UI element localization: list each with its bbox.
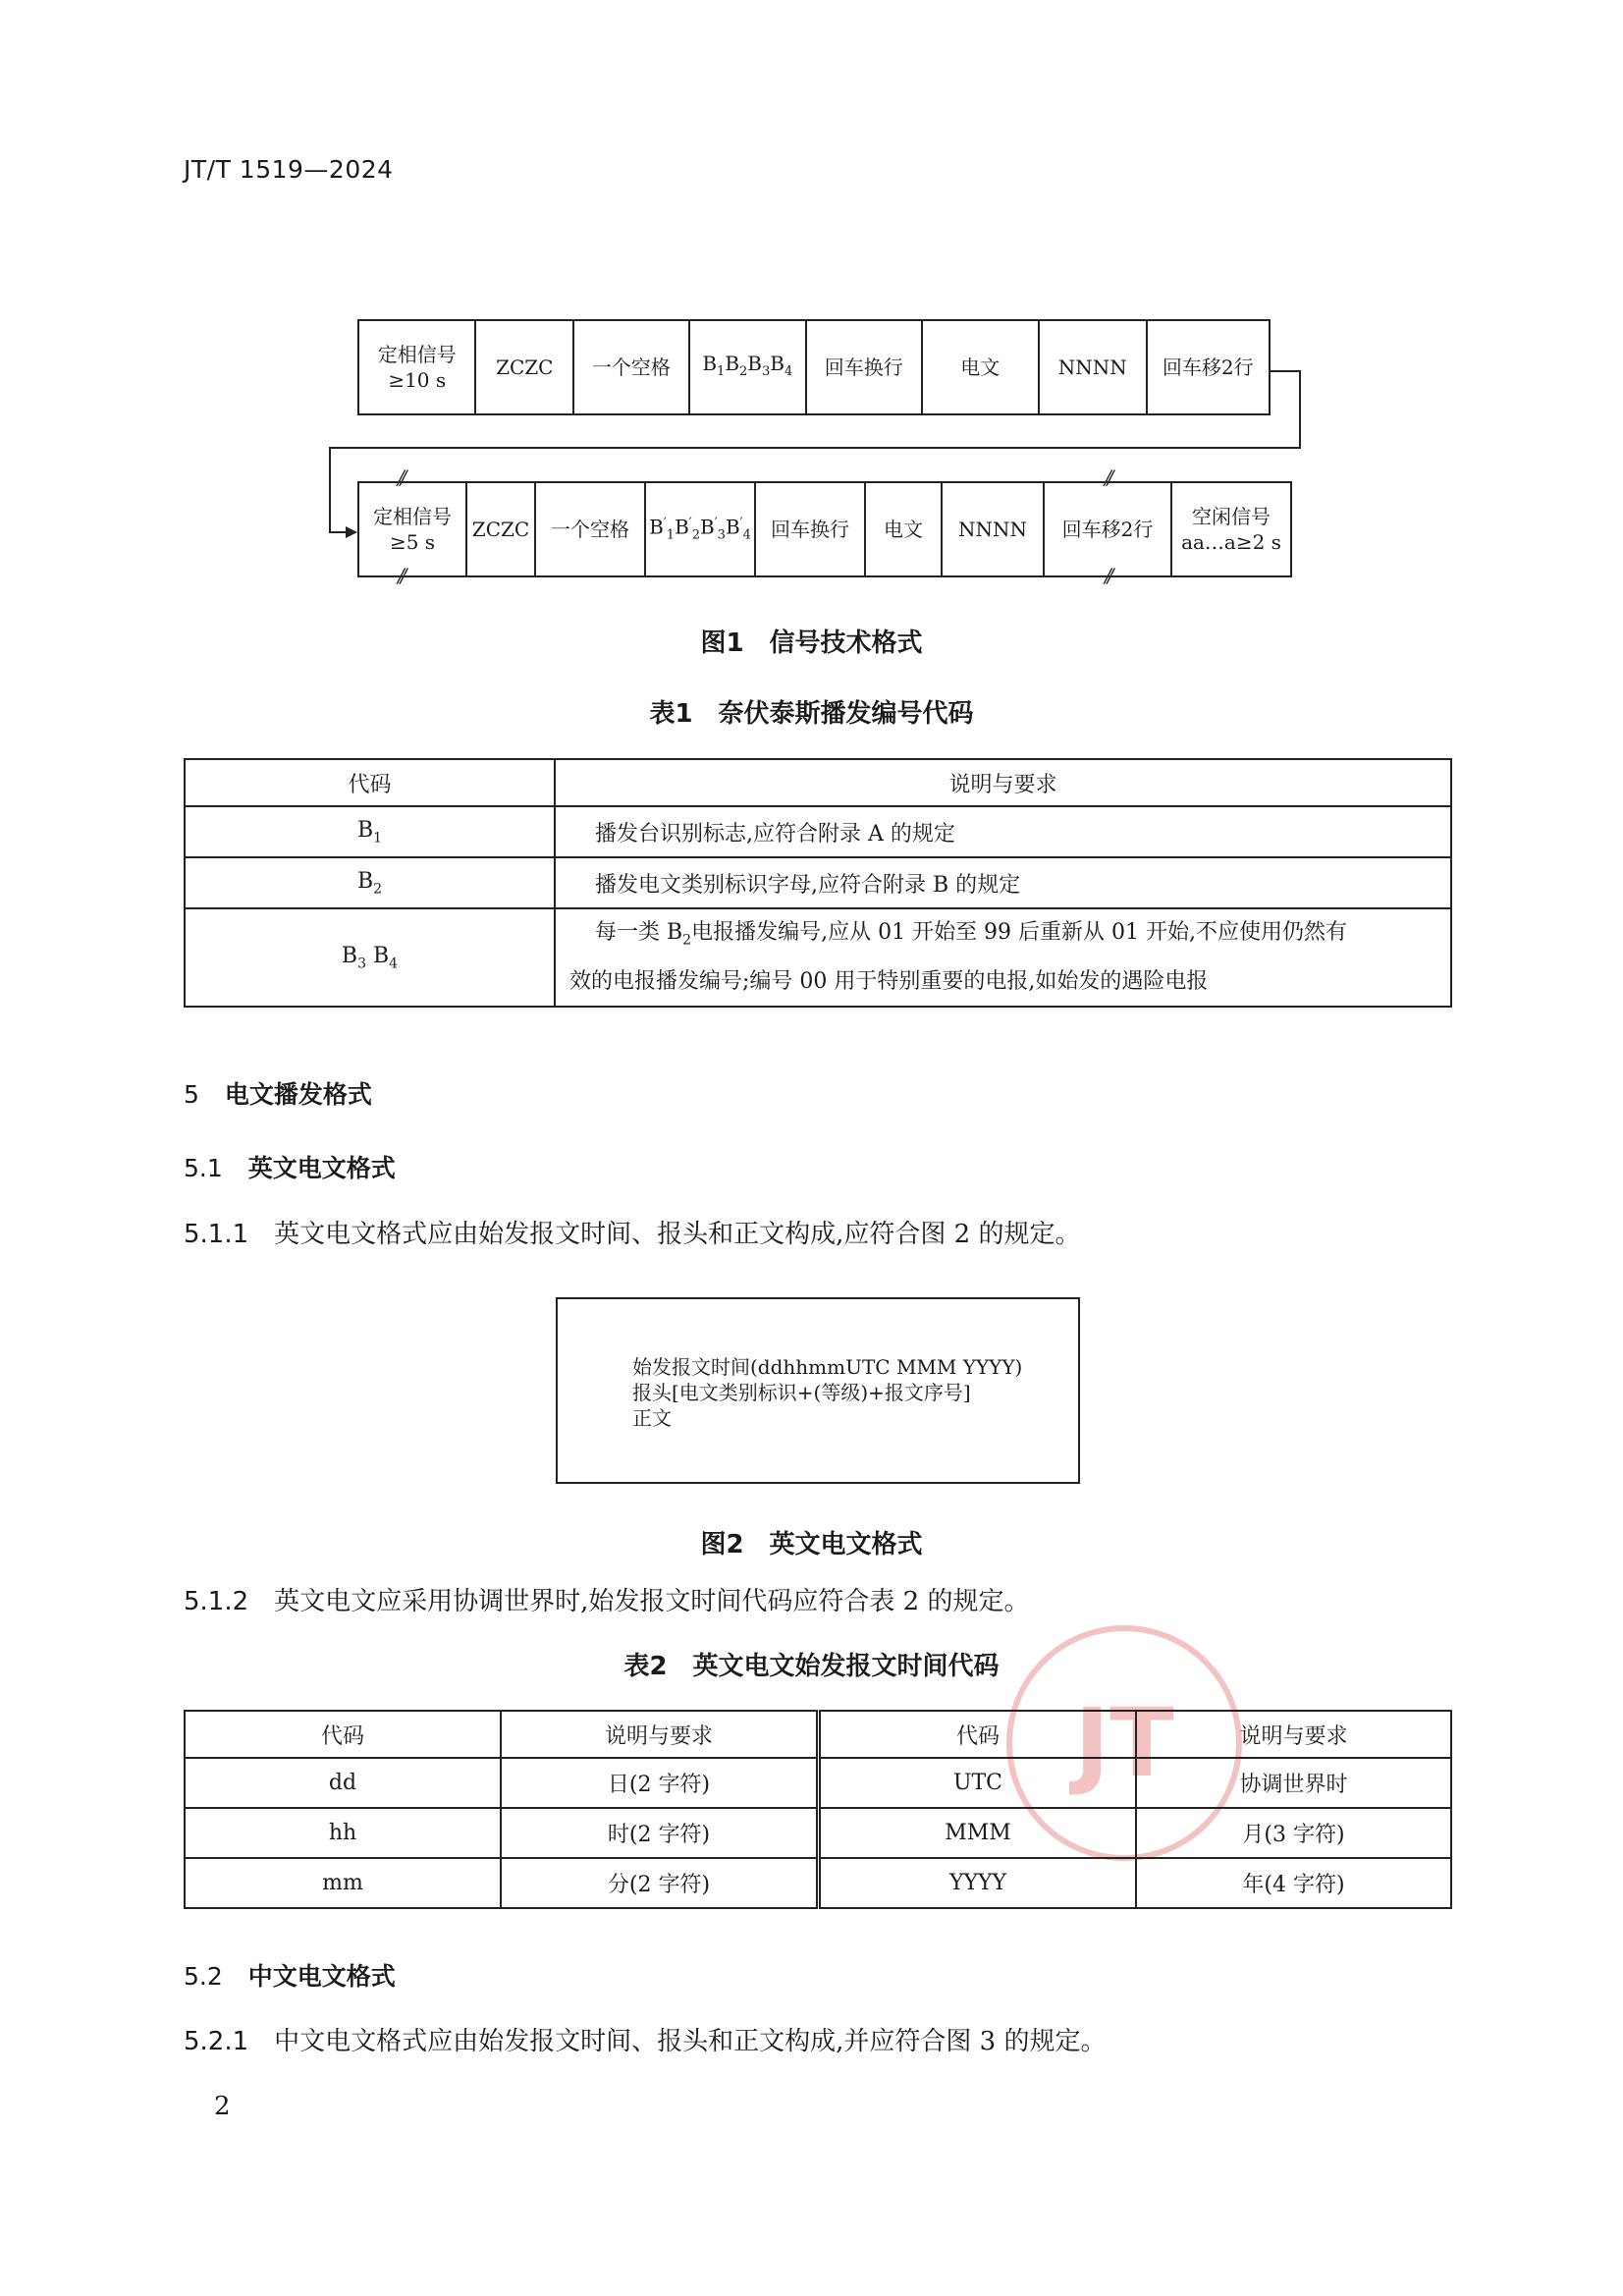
section-number: 5 [184,1080,199,1109]
table-1-header-code: 代码 [185,759,555,806]
page-number: 2 [214,2092,231,2121]
table-1 [184,758,1452,1008]
table-row [185,908,1451,1007]
message-cell: 电文 [923,321,1040,413]
table-2-cell: 月(3 字符) [1136,1808,1451,1858]
table-1-desc: 播发台识别标志,应符合附录 A 的规定 [555,806,1451,857]
signal-format-row-2 [357,481,1292,577]
table-1-caption: 表1 奈伏泰斯播发编号代码 [649,699,974,729]
section-number: 5.1 [184,1154,223,1182]
section-5-1-heading [184,1149,396,1184]
phasing-signal-cell-2: 定相信号 ≥5 s [359,483,467,575]
paragraph-text: 英文电文格式应由始发报文时间、报头和正文构成,应符合图 2 的规定。 [274,1220,1081,1249]
table-1-desc-line-2: 效的电报播发编号;编号 00 用于特别重要的电报,如始发的遇险电报 [569,968,1209,994]
table-2-cell: dd [185,1758,501,1808]
table-1-code: $B_3$ $B_4$ [185,908,555,1007]
section-5-2-heading [184,1957,396,1993]
paragraph-text: 英文电文应采用协调世界时,始发报文时间代码应符合表 2 的规定。 [274,1587,1030,1616]
space-cell: 一个空格 [574,321,690,413]
space-cell-2: 一个空格 [536,483,646,575]
section-5-heading [184,1075,372,1111]
section-title: 电文播发格式 [224,1080,372,1109]
b-prime-code-cell [646,483,756,575]
zczc-cell-2: ZCZC [467,483,536,575]
table-2-cell: hh [185,1808,501,1858]
table-2-cell: UTC [819,1758,1137,1808]
section-number: 5.2 [184,1962,223,1991]
table-1-code: $B_1$ [185,806,555,857]
figure-2-line-2: 报头[电文类别标识+(等级)+报文序号] [632,1381,971,1404]
paragraph-5-1-2 [184,1581,1030,1617]
standard-number: JT/T 1519—2024 [184,155,394,184]
table-row [185,806,1451,857]
paragraph-5-2-1 [184,2021,1107,2057]
carriage-return-cell: 回车换行 [807,321,923,413]
table-1-header-desc: 说明与要求 [555,759,1451,806]
figure-2-caption: 图2 英文电文格式 [700,1530,923,1559]
table-row [185,1758,1451,1808]
table-1-desc-line-1: 每一类 $B_2$电报播发编号,应从 01 开始至 99 后重新从 01 开始,不应使用仍然有 [595,920,1348,949]
break-mark-top-left: // [398,465,404,489]
table-2-cell: 年(4 字符) [1136,1858,1451,1908]
nnnn-cell-2: NNNN [943,483,1045,575]
table-2-cell: mm [185,1858,501,1908]
line-feed-cell-2: 回车移2行 [1045,483,1172,575]
table-1-desc [555,908,1451,1007]
table-2-cell: 分(2 字符) [501,1858,819,1908]
table-2-header-desc-2: 说明与要求 [1136,1711,1451,1758]
table-2-caption: 表2 英文电文始发报文时间代码 [623,1652,1000,1681]
table-2-cell: MMM [819,1808,1137,1858]
table-2-cell: 时(2 字符) [501,1808,819,1858]
table-2-header-code: 代码 [185,1711,501,1758]
figure-2-line-3: 正文 [632,1406,672,1430]
carriage-return-cell-2: 回车换行 [756,483,866,575]
table-2 [184,1710,1452,1909]
nnnn-cell: NNNN [1040,321,1148,413]
figure-1-caption: 图1 信号技术格式 [700,629,923,658]
stamp-text: JT [1074,1688,1174,1798]
table-2-cell: 协调世界时 [1136,1758,1451,1808]
section-title: 中文电文格式 [247,1962,396,1991]
paragraph-text: 中文电文格式应由始发报文时间、报头和正文构成,并应符合图 3 的规定。 [274,2027,1107,2056]
paragraph-number: 5.2.1 [184,2027,249,2056]
figure-2-line-1: 始发报文时间(ddhhmmUTC MMM YYYY) [632,1355,1023,1379]
break-mark-top-right: // [1105,465,1110,489]
table-2-header-code-2: 代码 [819,1711,1137,1758]
break-mark-bottom-right: // [1105,564,1110,587]
idle-signal-cell: 空闲信号 aa…a≥2 s [1181,505,1281,554]
table-1-desc: 播发电文类别标识字母,应符合附录 B 的规定 [555,857,1451,908]
section-title: 英文电文格式 [247,1154,396,1182]
figure-2-box [556,1297,1080,1484]
table-row [185,1808,1451,1858]
break-mark-bottom-left: // [398,564,404,587]
table-row [185,1858,1451,1908]
table-2-header-desc: 说明与要求 [501,1711,819,1758]
table-1-code: $B_2$ [185,857,555,908]
b-prime-code-label: $B'_1B'_2B'_3B'_4$ [649,515,751,543]
table-2-cell: 日(2 字符) [501,1758,819,1808]
paragraph-5-1-1 [184,1214,1081,1250]
message-cell-2: 电文 [866,483,943,575]
zczc-cell: ZCZC [476,321,574,413]
table-row [185,857,1451,908]
table-2-cell: YYYY [819,1858,1137,1908]
line-feed-cell: 回车移2行 [1162,355,1254,379]
paragraph-number: 5.1.1 [184,1220,249,1249]
b-code-label: $B_1B_2B_3B_4$ [702,351,793,379]
paragraph-number: 5.1.2 [184,1587,249,1616]
phasing-signal-cell: 定相信号 ≥10 s [359,321,476,413]
